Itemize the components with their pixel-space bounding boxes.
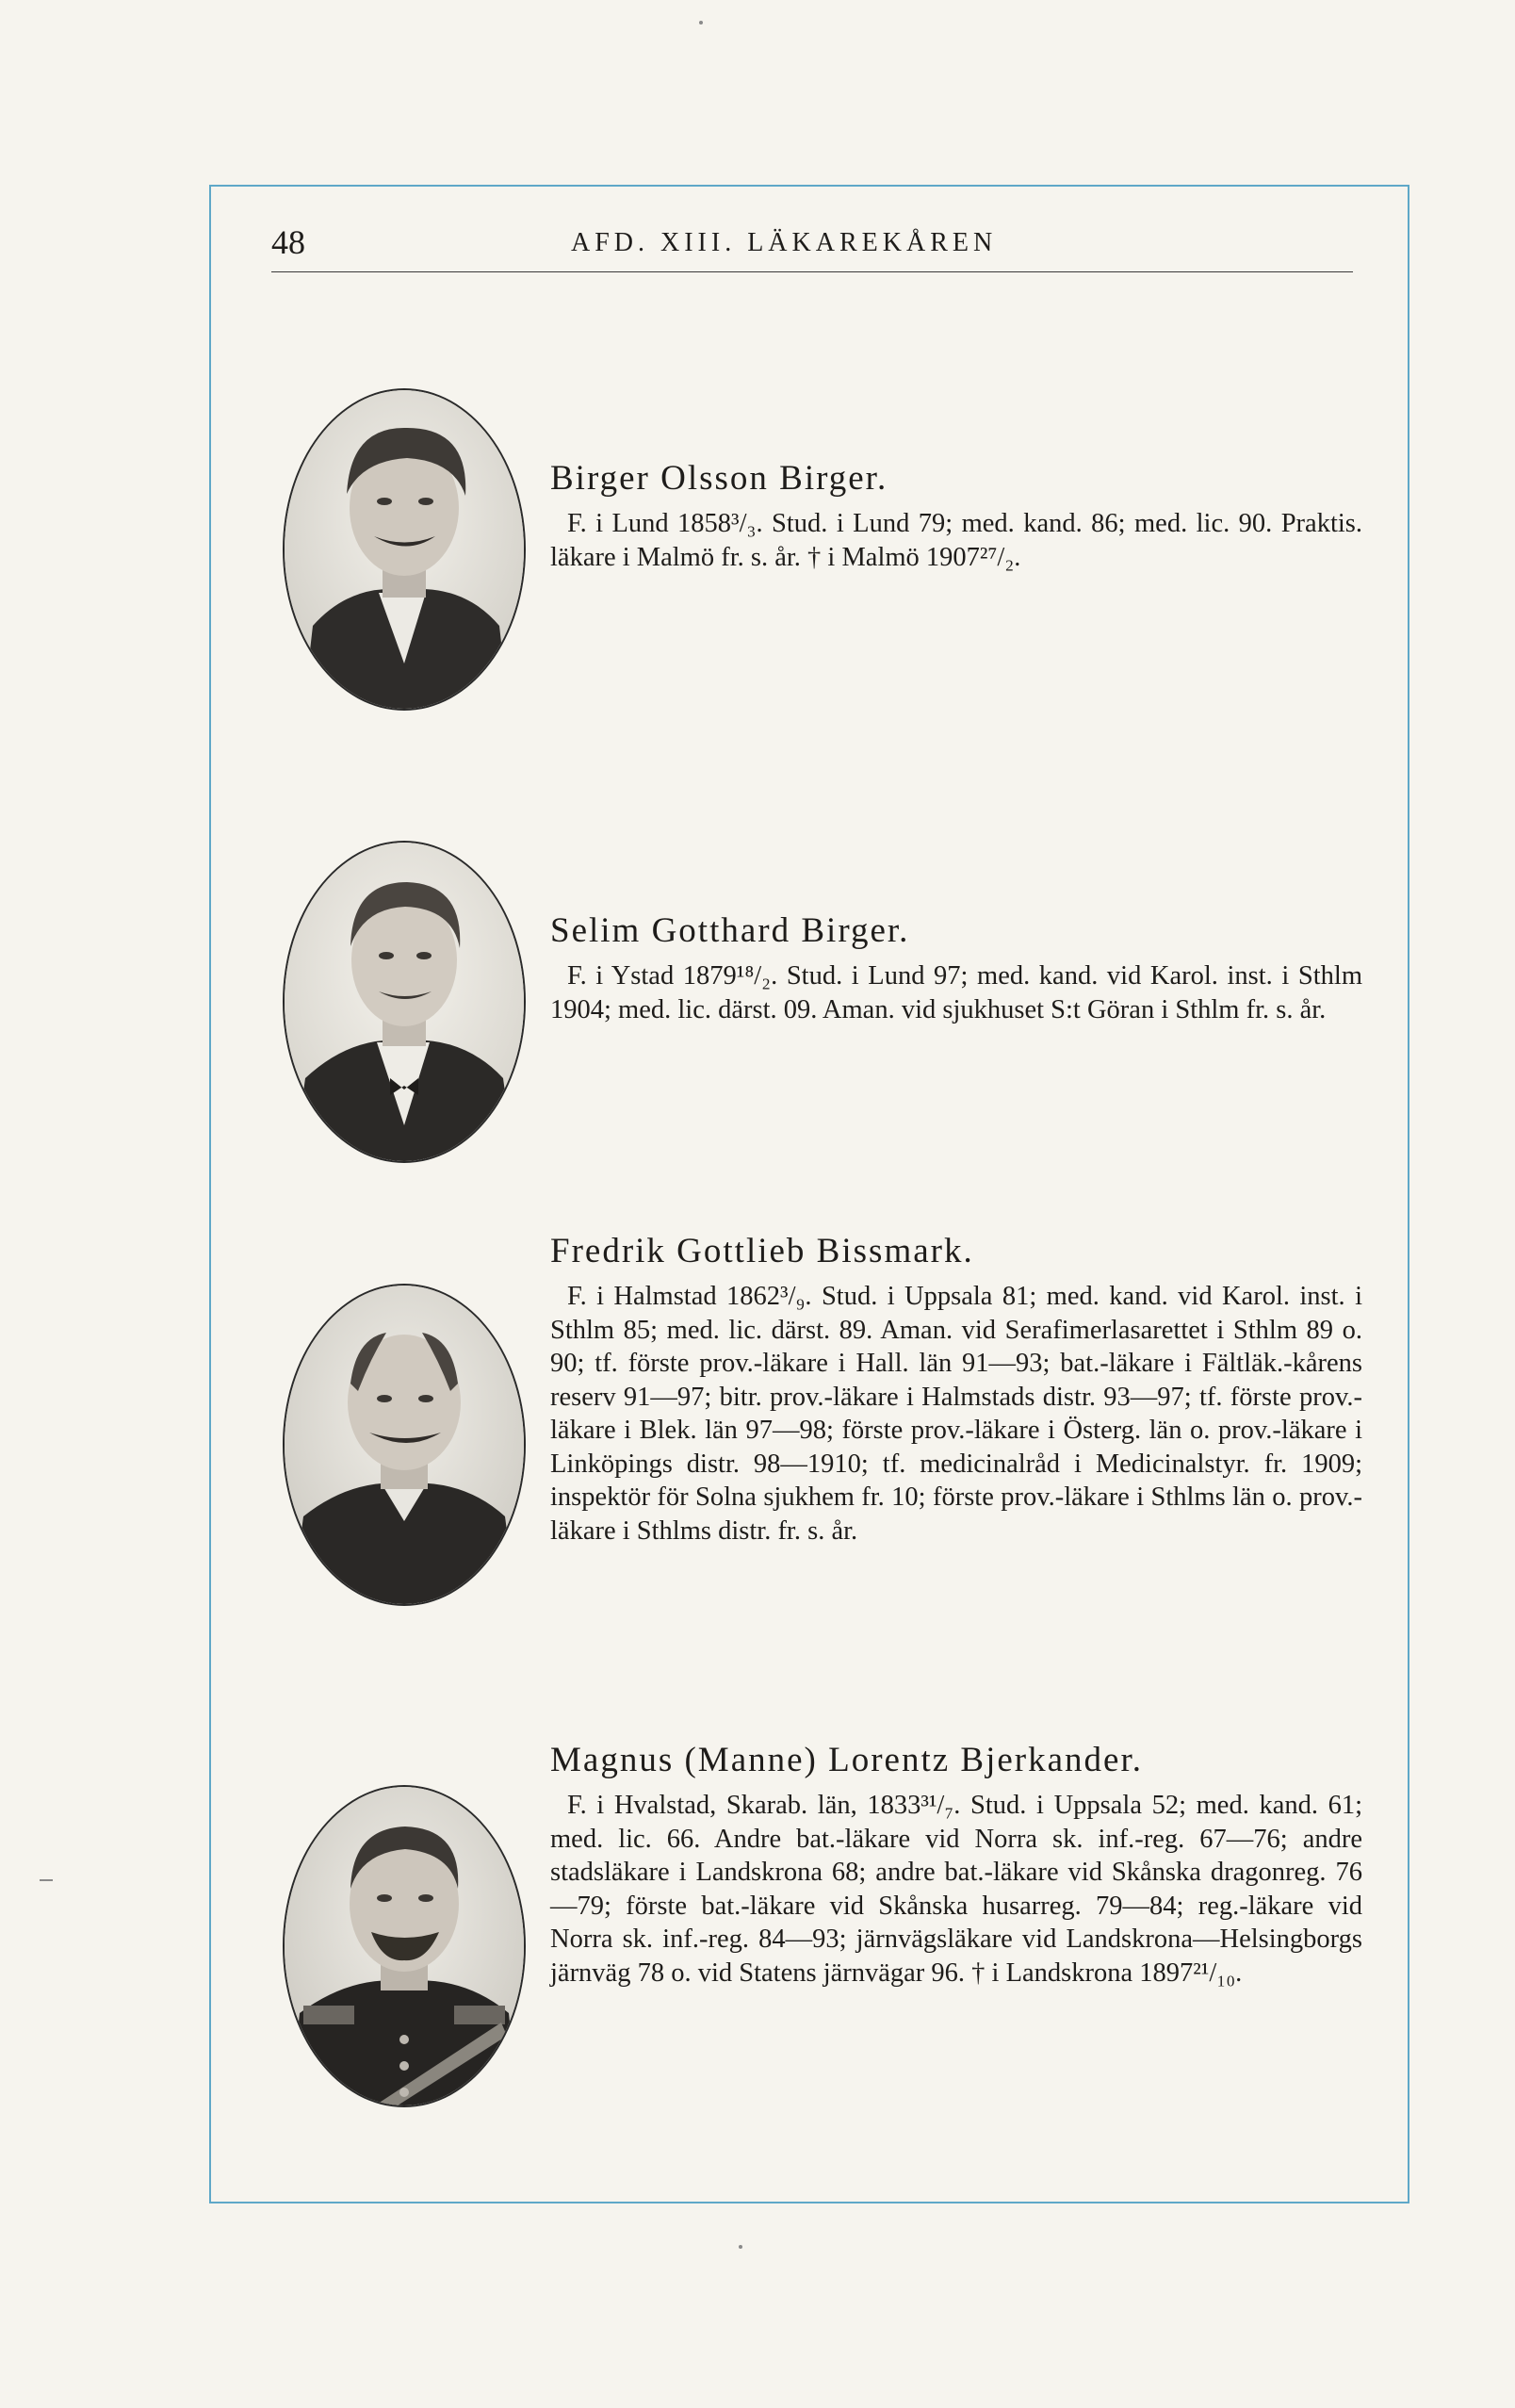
portrait-photo	[283, 1284, 526, 1606]
portrait-photo	[283, 1785, 526, 2107]
portrait-photo	[283, 388, 526, 711]
running-header	[271, 222, 1353, 272]
biography-text: F. i Halmstad 1862³/₉. Stud. i Uppsala 81; med. kand. vid Karol. inst. i Sthlm 85; med. lic. därst. 89. Aman. vid Serafimerlasarettet i Sthlm 89 o. 90; tf. förste prov.-läkare i Hall. län 91—93; bat.-läkare i Fältläk.-kårens reserv 91—97; bitr. prov.-läkare i Halmstads distr. 93—97; tf. förste prov.-läkare i Blek. län 97—98; förste prov.-läkare i Österg. län o. prov.-läkare i Linköpings distr. 98—1910; tf. medicinalråd i Medicinalstyr. fr. 1909; inspektör för Solna sjukhem fr. 10; förste prov.-läkare i Sthlms län o. prov.-läkare i Sthlms distr. fr. s. år.	[550, 1282, 1362, 1546]
running-title: AFD. XIII. LÄKAREKÅREN	[571, 228, 998, 257]
paper-speck	[40, 1879, 53, 1881]
portrait-photo	[283, 841, 526, 1163]
person-name: Fredrik Gottlieb Bissmark.	[550, 1232, 974, 1270]
paper-speck	[739, 2245, 742, 2249]
person-name: Birger Olsson Birger.	[550, 459, 888, 498]
person-name: Selim Gotthard Birger.	[550, 911, 910, 950]
biography-text: F. i Ystad 1879¹⁸/₂. Stud. i Lund 97; med. kand. vid Karol. inst. i Sthlm 1904; med. lic. därst. 09. Aman. vid sjukhuset S:t Göran i Sthlm fr. s. år.	[550, 961, 1362, 1024]
biography-text: F. i Hvalstad, Skarab. län, 1833³¹/₇. Stud. i Uppsala 52; med. kand. 61; med. lic. 66. Andre bat.-läkare vid Norra sk. inf.-reg. 67—76; andre stadsläkare i Landskrona 68; andre bat.-läkare vid Skånska dragonreg. 76—79; förste bat.-läkare vid Skånska husarreg. 79—84; reg.-läkare vid Norra sk. inf.-reg. 84—93; järnvägsläkare vid Landskrona—Helsingborgs järnväg 78 o. vid Statens järnvägar 96. † i Landskrona 1897²¹/₁₀.	[550, 1791, 1362, 1988]
page-number: 48	[271, 223, 305, 261]
person-name: Magnus (Manne) Lorentz Bjerkander.	[550, 1741, 1143, 1779]
biography-text: F. i Lund 1858³/₃. Stud. i Lund 79; med. kand. 86; med. lic. 90. Praktis. läkare i Malmö fr. s. år. † i Malmö 1907²⁷/₂.	[550, 509, 1362, 572]
paper-speck	[699, 21, 703, 25]
